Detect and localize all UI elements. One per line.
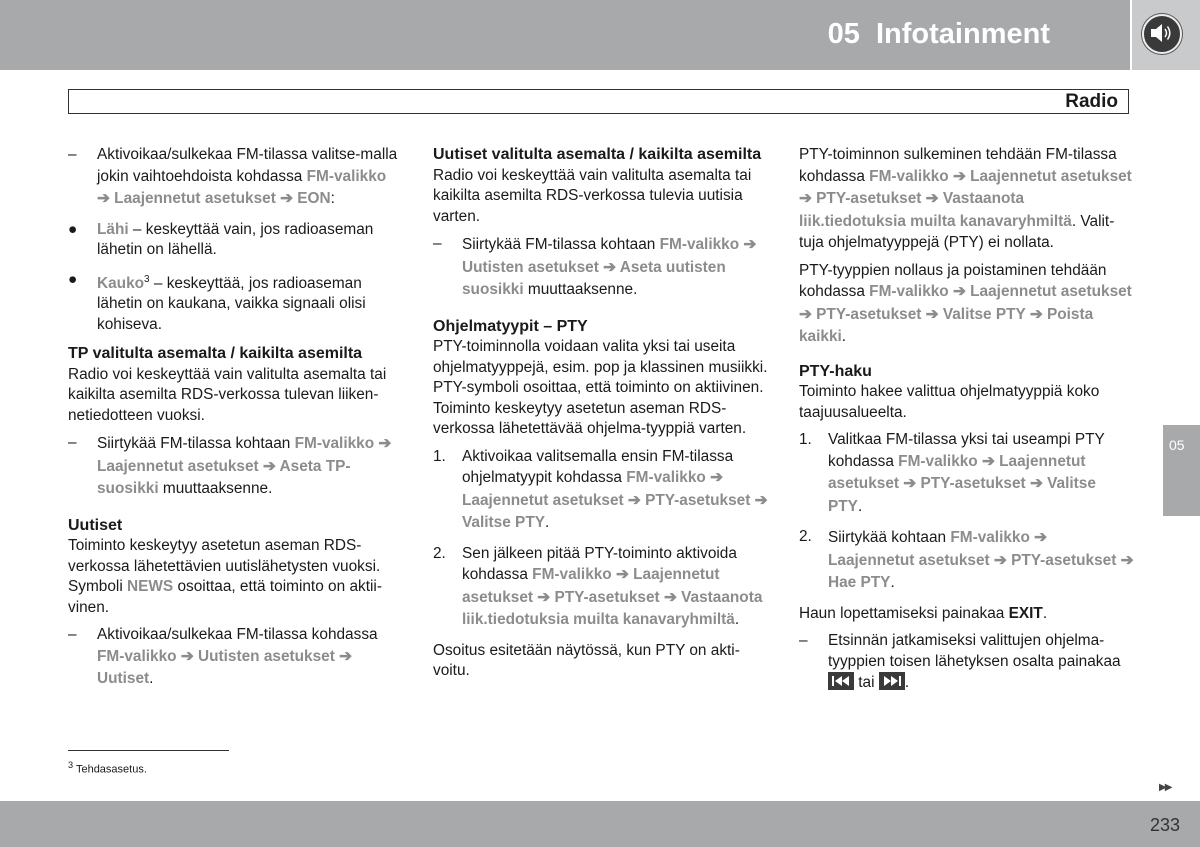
- list-item: [68, 270, 403, 336]
- list-item: [68, 433, 403, 501]
- text: tai: [854, 674, 879, 691]
- text: Etsinnän jatkamiseksi valittujen ohjelma-tyyppien toisen lähetyksen osalta painakaa: [828, 632, 1121, 670]
- text: PTY-toiminnon sulkeminen tehdään FM-tilassa kohdassa: [799, 146, 1117, 185]
- numbered-item: [799, 430, 1134, 518]
- footnote-ref: 3: [144, 273, 150, 285]
- list-item: [68, 625, 403, 691]
- text: Valitkaa FM-tilassa yksi tai useampi PTY kohdassa: [828, 431, 1105, 470]
- paragraph: [799, 145, 1134, 254]
- button-name: EXIT: [1008, 604, 1043, 622]
- paragraph: Radio voi keskeyttää vain valitulta asemalta tai kaikilta asemilta RDS-verkossa tulevan liiken-netiedotteen vuoksi.: [68, 365, 387, 424]
- bullet-marker: ●: [68, 220, 78, 238]
- menu-path: FM-valikko ➔ Laajennetut asetukset ➔ EON: [97, 167, 387, 207]
- previous-track-icon: [828, 672, 854, 690]
- text: .: [149, 670, 154, 688]
- text: .: [857, 497, 863, 515]
- heading: Uutiset valitulta asemalta / kaikilta asemilta: [433, 146, 762, 163]
- heading: TP valitulta asemalta / kaikilta asemilta: [68, 345, 363, 363]
- text: . Valit-tuja ohjelmatyyppejä (PTY) ei nollata.: [799, 212, 1115, 251]
- list-item: [68, 220, 403, 261]
- page-number: 233: [1149, 815, 1180, 835]
- text: Haun lopettamiseksi painakaa: [799, 604, 1009, 622]
- menu-path: FM-valikko ➔ Uutisten asetukset ➔ Aseta uutisten suosikki: [462, 236, 757, 298]
- text: .: [734, 611, 740, 628]
- paragraph: [68, 536, 403, 618]
- menu-path: FM-valikko ➔ Uutisten asetukset ➔ Uutiset: [97, 647, 353, 688]
- menu-path: FM-valikko ➔ Laajennetut asetukset ➔ PTY-asetukset ➔ Vastaanota liik.tiedotuksia muilta kanavaryhmiltä: [799, 167, 1132, 230]
- text: Siirtykää kohtaan: [828, 529, 951, 546]
- text: .: [841, 328, 847, 345]
- text: Sen jälkeen pitää PTY-toiminto aktivoida kohdassa: [462, 544, 737, 583]
- bullet-marker: ●: [68, 270, 78, 288]
- text: muuttaaksenne.: [158, 480, 273, 498]
- column-1: [68, 145, 403, 700]
- dash-marker: –: [68, 146, 77, 163]
- text: PTY-tyyppien nollaus ja poistaminen tehdään kohdassa: [799, 261, 1107, 300]
- numbered-item: [433, 544, 771, 632]
- list-item: [433, 234, 771, 302]
- text: Siirtykää FM-tilassa kohtaan: [462, 236, 660, 253]
- menu-path: FM-valikko ➔ Laajennetut asetukset ➔ PTY-asetukset ➔ Valitse PTY: [462, 469, 768, 531]
- column-2: [433, 145, 771, 689]
- chapter-number: 05: [827, 18, 860, 50]
- dash-marker: –: [799, 632, 808, 649]
- text: muuttaaksenne.: [523, 281, 638, 298]
- menu-path: FM-valikko ➔ Laajennetut asetukset ➔ PTY-asetukset ➔ Valitse PTY: [828, 452, 1096, 515]
- menu-path: FM-valikko ➔ Laajennetut asetukset ➔ PTY-asetukset ➔ Valitse PTY ➔ Poista kaikki: [799, 283, 1132, 345]
- chapter-icon-tab: [1132, 0, 1200, 70]
- speaker-icon: [1148, 20, 1176, 46]
- dash-marker: –: [433, 235, 442, 252]
- numbered-item: [799, 527, 1134, 595]
- text: – keskeyttää vain, jos radioaseman lähetin on lähellä.: [97, 220, 374, 258]
- heading: PTY-haku: [799, 362, 872, 380]
- section-header: [68, 89, 1129, 114]
- text: Aktivoikaa/sulkekaa FM-tilassa kohdassa: [97, 626, 378, 644]
- dash-marker: –: [68, 626, 77, 644]
- list-item: [799, 631, 1134, 694]
- heading: Uutiset: [68, 516, 123, 534]
- option-name: Kauko: [97, 274, 145, 292]
- chapter-name: Infotainment: [876, 18, 1050, 50]
- list-item: [68, 145, 403, 211]
- paragraph: [799, 604, 1134, 625]
- paragraph: Radio voi keskeyttää vain valitulta asemalta tai kaikilta asemilta RDS-verkossa tulevia uutisia varten.: [433, 166, 752, 225]
- text: osoittaa, että toiminto on aktii-vinen.: [68, 578, 382, 616]
- paragraph: Osoitus esitetään näytössä, kun PTY on akti-voitu.: [433, 641, 740, 679]
- text: Aktivoikaa/sulkekaa FM-tilassa valitse-malla jokin vaihtoehdoista kohdassa: [97, 146, 398, 185]
- paragraph: [799, 261, 1134, 349]
- text: :: [330, 190, 335, 207]
- menu-path: FM-valikko ➔ Laajennetut asetukset ➔ PTY-asetukset ➔ Hae PTY: [828, 529, 1134, 591]
- next-track-icon: [879, 672, 905, 690]
- header-bar: [0, 0, 1130, 70]
- chapter-side-tab: [1163, 425, 1200, 516]
- menu-path: FM-valikko ➔ Laajennetut asetukset ➔ Aseta TP-suosikki: [97, 435, 392, 498]
- numbered-item: [433, 447, 771, 535]
- text: .: [890, 574, 895, 591]
- heading: Ohjelmatyypit – PTY: [433, 317, 588, 335]
- dash-marker: –: [68, 434, 77, 452]
- option-name: Lähi: [97, 220, 129, 238]
- text: Toiminto keskeytyy asetetun aseman RDS-verkossa lähetettävien uutislähetysten vuoksi. Symboli: [68, 537, 381, 596]
- paragraph: Toiminto hakee valittua ohjelmatyyppiä koko taajuusalueelta.: [799, 383, 1100, 421]
- number-marker: 2.: [433, 544, 446, 562]
- section-title: Radio: [1065, 91, 1118, 112]
- symbol-name: NEWS: [127, 578, 174, 596]
- chapter-title: [828, 18, 1050, 51]
- footnote-text: Tehdasasetus.: [75, 763, 147, 776]
- text: .: [1042, 604, 1048, 622]
- footnote-divider: [68, 750, 229, 751]
- number-marker: 1.: [799, 431, 812, 448]
- footnote-marker: 3: [68, 760, 74, 770]
- text: – keskeyttää, jos radioaseman lähetin on kaukana, vaikka signaali olisi kohiseva.: [97, 274, 366, 333]
- text: .: [544, 514, 550, 531]
- footnote: [68, 760, 147, 776]
- number-marker: 2.: [799, 528, 812, 545]
- text: Siirtykää FM-tilassa kohtaan: [97, 435, 295, 453]
- continue-icon: ▶▶: [1159, 782, 1171, 793]
- number-marker: 1.: [433, 447, 446, 465]
- footer-bar: [0, 801, 1200, 847]
- paragraph: PTY-toiminnolla voidaan valita yksi tai useita ohjelmatyyppejä, esim. pop ja klassinen musiikki. PTY-symboli osoittaa, että toiminto on aktiivinen. Toiminto keskeytyy asetetun aseman RDS-verkossa lähetettävää ohjelma-tyyppiä varten.: [433, 338, 768, 437]
- text: Aktivoikaa valitsemalla ensin FM-tilassa ohjelmatyypit kohdassa: [462, 447, 734, 486]
- column-3: [799, 145, 1134, 703]
- menu-path: FM-valikko ➔ Laajennetut asetukset ➔ PTY-asetukset ➔ Vastaanota liik.tiedotuksia muilta kanavaryhmiltä: [462, 566, 763, 628]
- text: .: [904, 674, 910, 691]
- side-tab-label: 05: [1169, 437, 1185, 453]
